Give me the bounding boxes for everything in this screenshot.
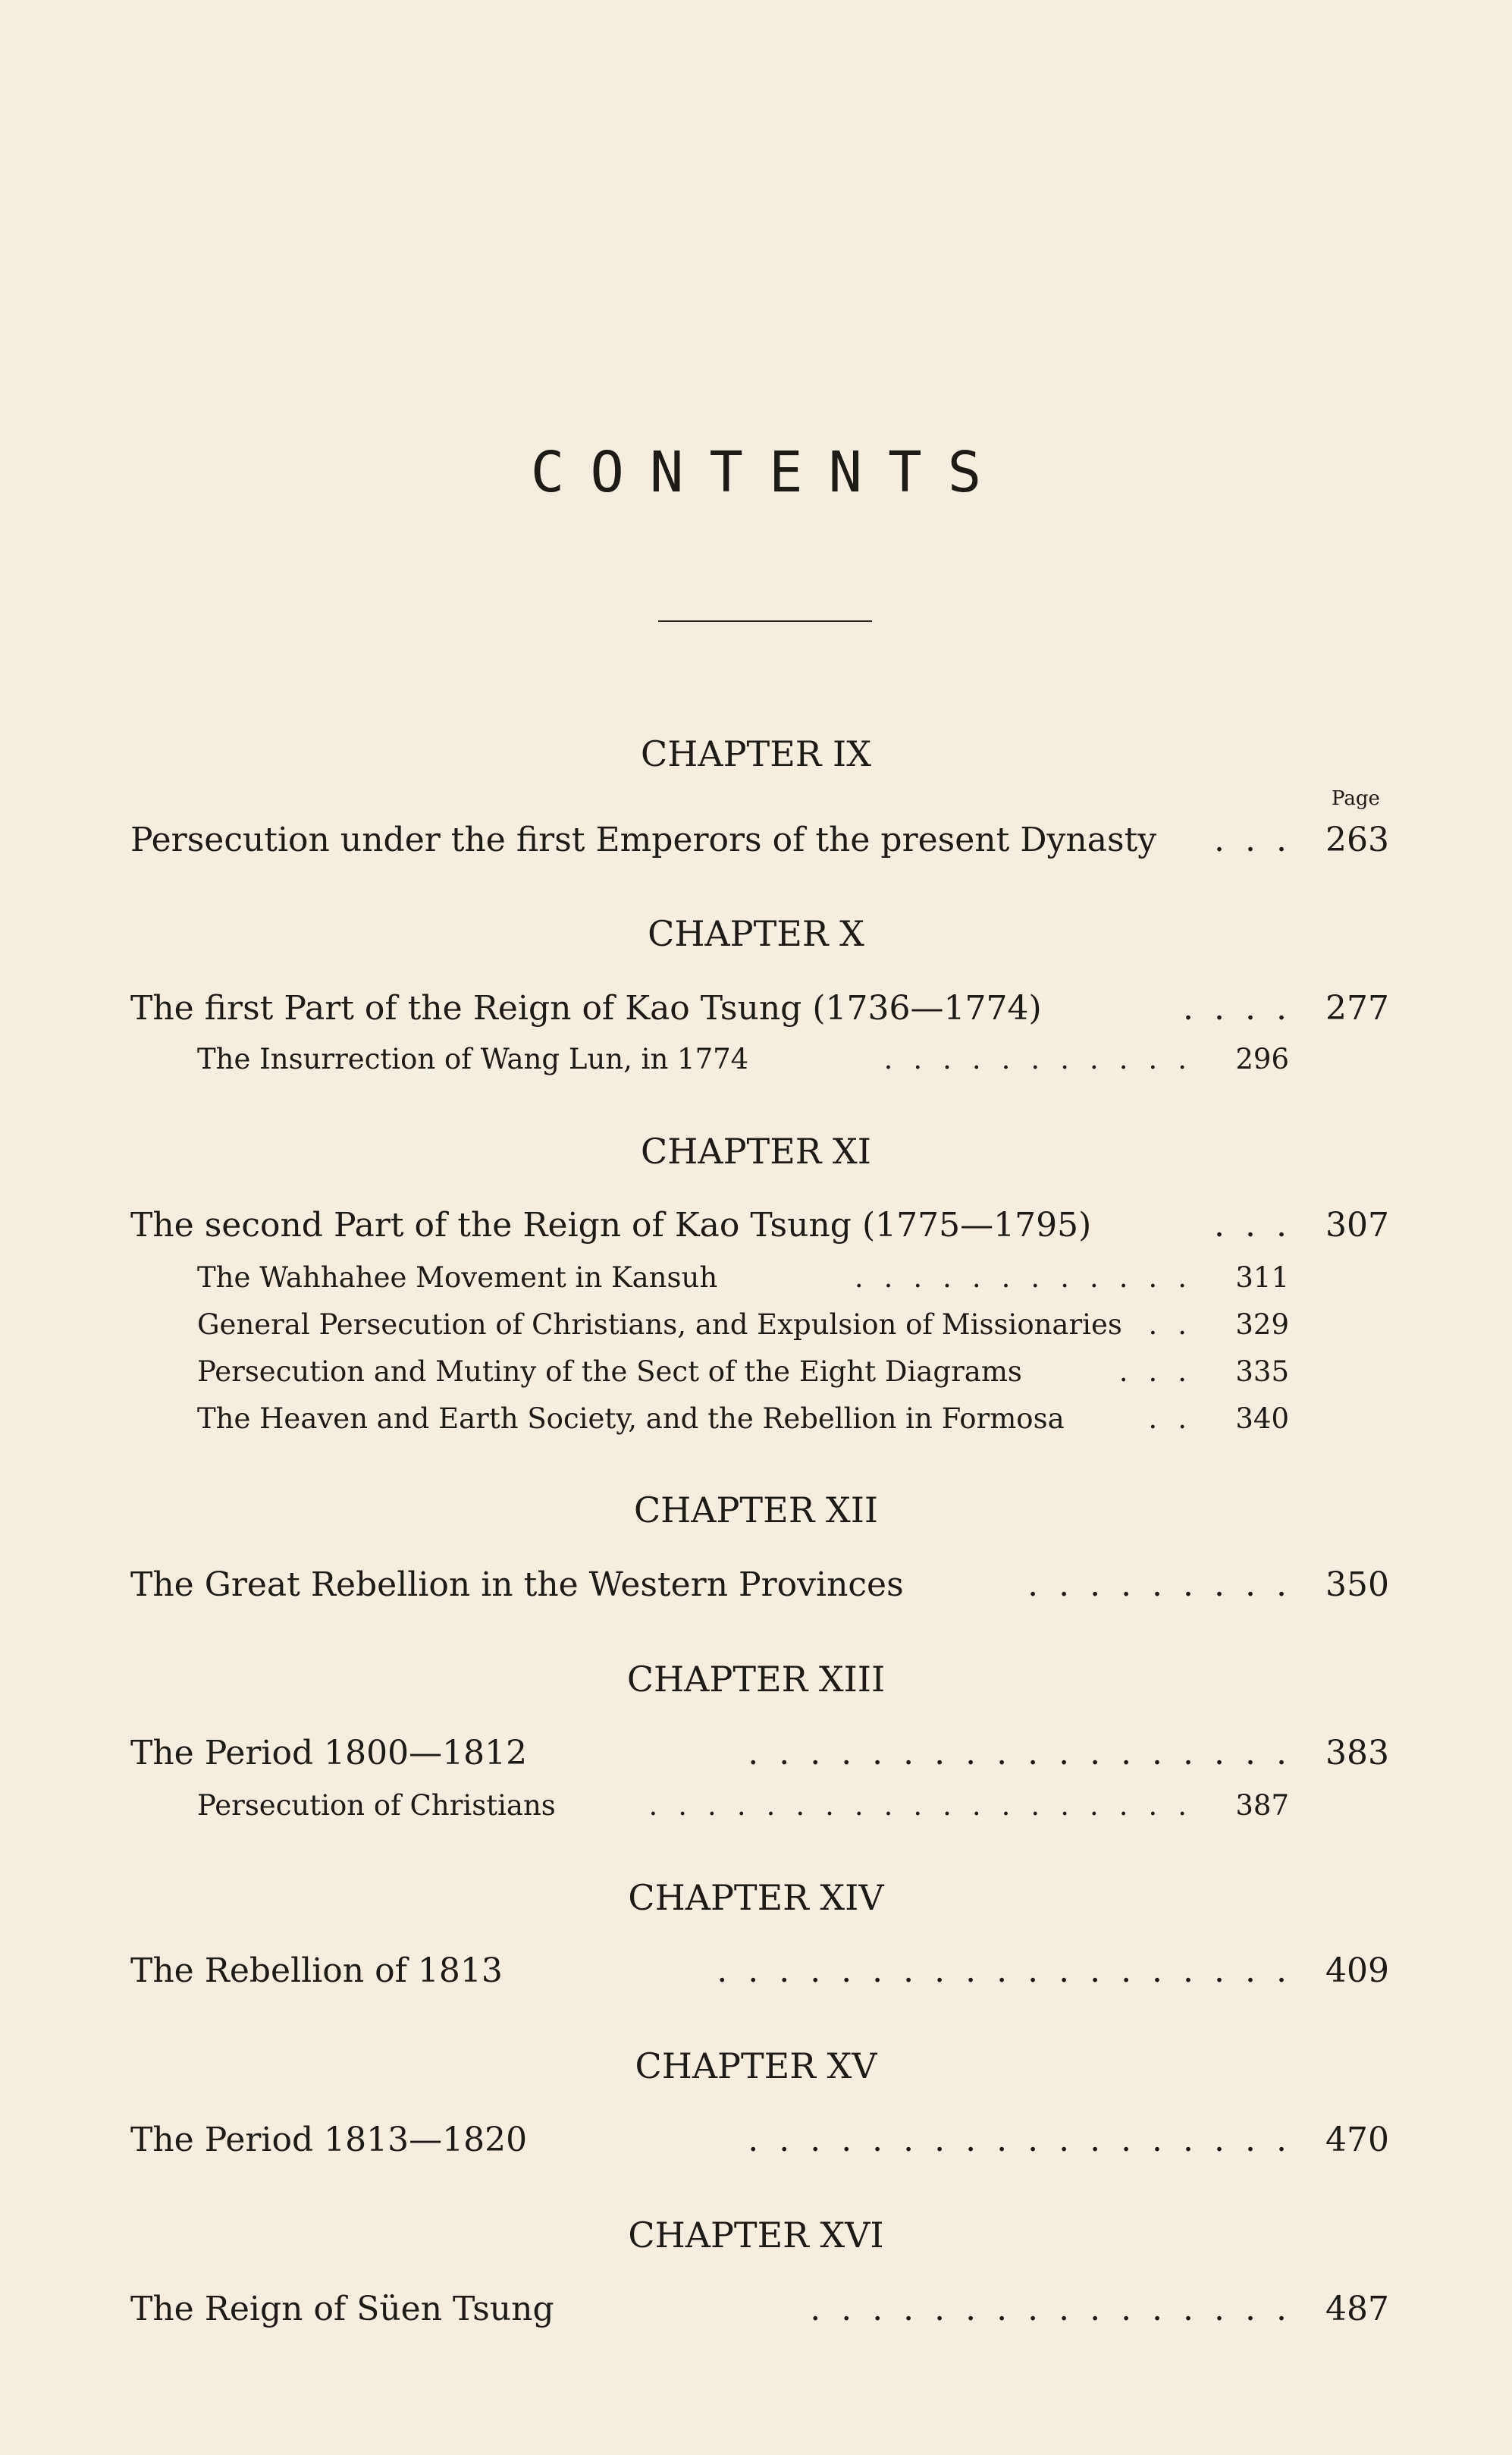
dot-leader: ... bbox=[1214, 821, 1307, 859]
toc-entry[interactable] bbox=[130, 1204, 1389, 1247]
heading-rule bbox=[658, 620, 872, 622]
dot-leader: .. bbox=[1148, 1308, 1207, 1341]
toc-entry-page: 487 bbox=[1325, 2290, 1389, 2328]
toc-subentry[interactable] bbox=[197, 1260, 1289, 1296]
toc-entry-page: 277 bbox=[1325, 989, 1389, 1028]
toc-subentry[interactable] bbox=[197, 1354, 1289, 1390]
toc-entry-title: The second Part of the Reign of Kao Tsung (1775—1795) bbox=[130, 1206, 1092, 1245]
dot-leader: .................. bbox=[748, 2121, 1307, 2159]
toc-subentry-page: 335 bbox=[1235, 1355, 1289, 1388]
chapter-heading-xii: CHAPTER XII bbox=[633, 1490, 879, 1530]
toc-entry[interactable] bbox=[130, 1732, 1389, 1775]
toc-entry-page: 307 bbox=[1325, 1206, 1389, 1245]
toc-subentry-page: 296 bbox=[1235, 1043, 1289, 1075]
toc-entry-page: 409 bbox=[1325, 1951, 1389, 1990]
toc-entry-page: 470 bbox=[1325, 2121, 1389, 2159]
toc-entry[interactable] bbox=[130, 1564, 1389, 1606]
chapter-heading-xi: CHAPTER XI bbox=[641, 1131, 871, 1172]
dot-leader: ........... bbox=[883, 1043, 1207, 1075]
toc-subentry[interactable] bbox=[197, 1307, 1289, 1343]
toc-entry[interactable] bbox=[130, 2119, 1389, 2161]
toc-subentry-title: The Heaven and Earth Society, and the Rebellion in Formosa bbox=[197, 1402, 1065, 1435]
chapter-heading-xvi: CHAPTER XVI bbox=[628, 2215, 884, 2256]
chapter-heading-x: CHAPTER X bbox=[648, 913, 864, 954]
toc-entry-page: 263 bbox=[1325, 821, 1389, 859]
toc-entry-title: The Rebellion of 1813 bbox=[130, 1951, 503, 1990]
toc-subentry-title: Persecution of Christians bbox=[197, 1789, 556, 1822]
toc-entry[interactable] bbox=[130, 2288, 1389, 2331]
dot-leader: .. bbox=[1148, 1402, 1207, 1435]
toc-entry-title: Persecution under the first Emperors of the present Dynasty bbox=[130, 821, 1157, 859]
toc-subentry[interactable] bbox=[197, 1401, 1289, 1437]
chapter-heading-ix: CHAPTER IX bbox=[641, 733, 871, 774]
toc-subentry-title: The Wahhahee Movement in Kansuh bbox=[197, 1261, 718, 1294]
chapter-heading-xv: CHAPTER XV bbox=[635, 2045, 877, 2086]
toc-entry-page: 383 bbox=[1325, 1734, 1389, 1772]
toc-subentry-title: General Persecution of Christians, and Expulsion of Missionaries bbox=[197, 1308, 1122, 1341]
dot-leader: .... bbox=[1183, 989, 1307, 1028]
toc-subentry[interactable] bbox=[197, 1041, 1289, 1078]
dot-leader: ................... bbox=[648, 1789, 1207, 1822]
dot-leader: ......... bbox=[1027, 1565, 1307, 1604]
toc-entry-title: The first Part of the Reign of Kao Tsung (1736—1774) bbox=[130, 989, 1042, 1028]
dot-leader: .................. bbox=[748, 1734, 1307, 1772]
toc-entry-title: The Period 1813—1820 bbox=[130, 2121, 528, 2159]
dot-leader: ................... bbox=[717, 1951, 1307, 1990]
toc-entry-title: The Period 1800—1812 bbox=[130, 1734, 528, 1772]
contents-heading: CONTENTS bbox=[530, 440, 1008, 505]
toc-entry[interactable] bbox=[130, 819, 1389, 862]
toc-entry[interactable] bbox=[130, 987, 1389, 1030]
dot-leader: ... bbox=[1214, 1206, 1307, 1245]
dot-leader: ............ bbox=[854, 1261, 1207, 1294]
dot-leader: ................ bbox=[810, 2290, 1307, 2328]
toc-subentry-page: 340 bbox=[1235, 1402, 1289, 1435]
toc-entry[interactable] bbox=[130, 1950, 1389, 1992]
toc-entry-title: The Reign of Süen Tsung bbox=[130, 2290, 554, 2328]
toc-entry-title: The Great Rebellion in the Western Provinces bbox=[130, 1565, 904, 1604]
dot-leader: ... bbox=[1118, 1355, 1207, 1388]
page-column-label: Page bbox=[1332, 787, 1380, 810]
toc-subentry-title: Persecution and Mutiny of the Sect of the Eight Diagrams bbox=[197, 1355, 1022, 1388]
toc-subentry-title: The Insurrection of Wang Lun, in 1774 bbox=[197, 1043, 749, 1075]
toc-subentry[interactable] bbox=[197, 1788, 1289, 1824]
toc-subentry-page: 387 bbox=[1235, 1789, 1289, 1822]
toc-entry-page: 350 bbox=[1325, 1565, 1389, 1604]
chapter-heading-xiv: CHAPTER XIV bbox=[628, 1877, 884, 1918]
chapter-heading-xiii: CHAPTER XIII bbox=[626, 1659, 886, 1700]
toc-subentry-page: 311 bbox=[1235, 1261, 1289, 1294]
toc-subentry-page: 329 bbox=[1235, 1308, 1289, 1341]
